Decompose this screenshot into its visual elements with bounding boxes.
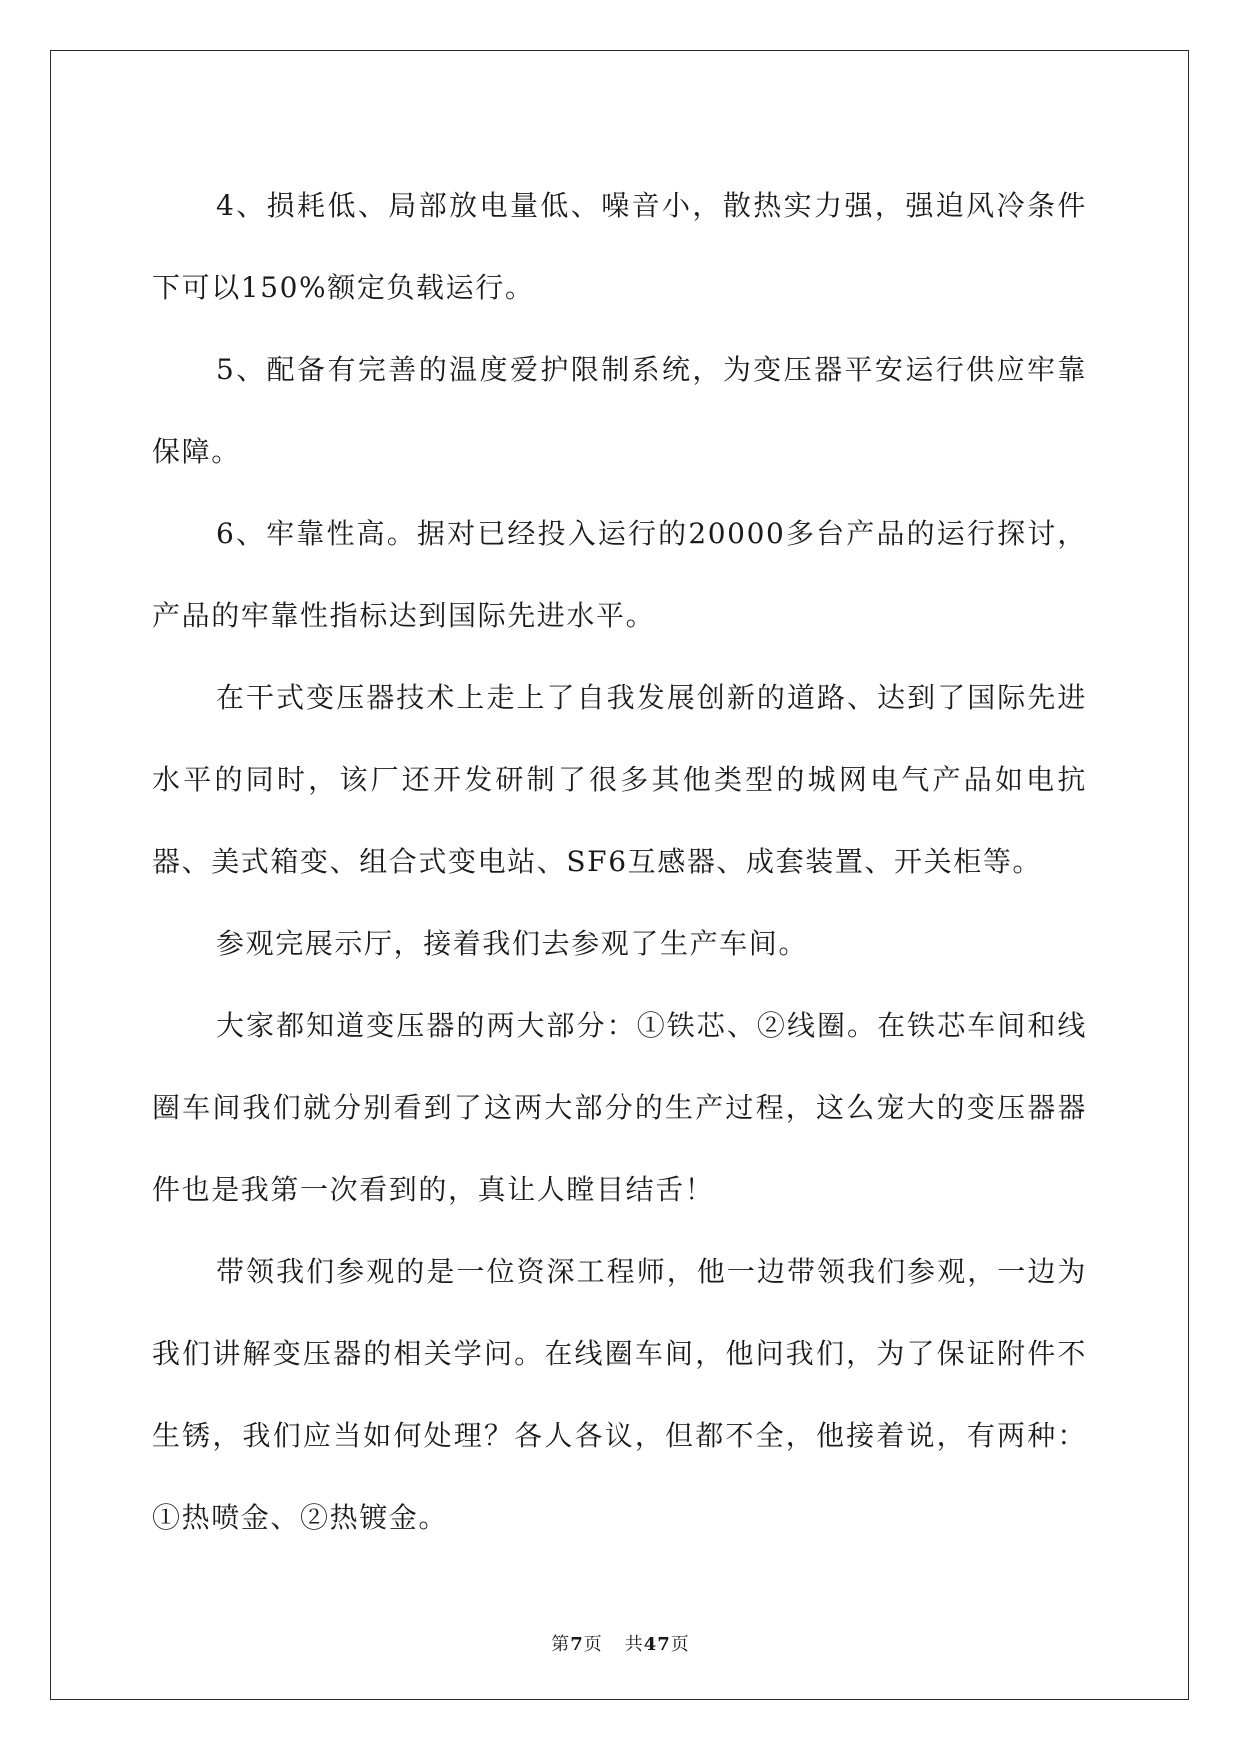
total-pages-number: 47 — [643, 1634, 671, 1655]
paragraph-item-5: 5、配备有完善的温度爱护限制系统，为变压器平安运行供应牢靠保障。 — [152, 353, 1087, 468]
paragraph-dry-transformer: 在干式变压器技术上走上了自我发展创新的道路、达到了国际先进水平的同时，该厂还开发研制了很多其他类型的城网电气产品如电抗器、美式箱变、组合式变电站、SF6互感器、成套装置、开关柜等。 — [152, 681, 1087, 878]
paragraph-engineer: 带领我们参观的是一位资深工程师，他一边带领我们参观，一边为我们讲解变压器的相关学问。在线圈车间，他问我们，为了保证附件不生锈，我们应当如何处理？各人各议，但都不全，他接着说，有两种：①热喷金、②热镀金。 — [152, 1255, 1087, 1534]
paragraph-item-6: 6、牢靠性高。据对已经投入运行的20000多台产品的运行探讨，产品的牢靠性指标达到国际先进水平。 — [152, 517, 1087, 632]
page-footer — [0, 1630, 1241, 1656]
footer-total-prefix: 共 — [624, 1634, 644, 1655]
document-body — [152, 165, 1087, 1559]
current-page-number: 7 — [570, 1634, 584, 1655]
paragraph-visit-workshop: 参观完展示厅，接着我们去参观了生产车间。 — [216, 927, 809, 960]
footer-total-suffix: 页 — [670, 1634, 690, 1655]
footer-page-suffix: 页 — [583, 1634, 603, 1655]
paragraph-item-4: 4、损耗低、局部放电量低、噪音小，散热实力强，强迫风冷条件下可以150%额定负载运行。 — [152, 189, 1087, 304]
footer-page-prefix: 第 — [551, 1634, 571, 1655]
paragraph-two-parts: 大家都知道变压器的两大部分：①铁芯、②线圈。在铁芯车间和线圈车间我们就分别看到了这两大部分的生产过程，这么宠大的变压器器件也是我第一次看到的，真让人瞠目结舌！ — [152, 1009, 1087, 1206]
